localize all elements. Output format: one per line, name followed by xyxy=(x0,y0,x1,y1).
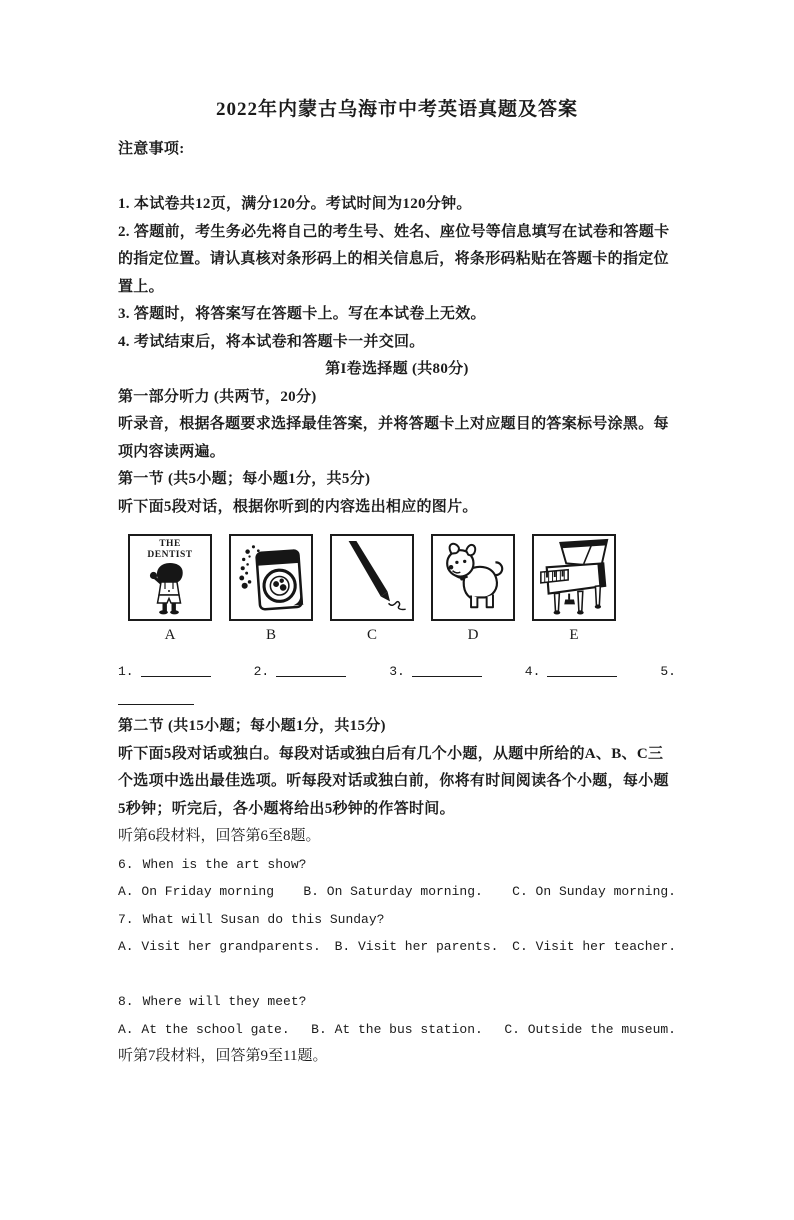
question-8-text: Where will they meet? xyxy=(142,994,307,1009)
volume-heading: 第I卷选择题 (共80分) xyxy=(325,361,469,377)
question-6-option-a: A. On Friday morning xyxy=(118,884,275,899)
question-8-option-b: B. At the bus station. xyxy=(311,1021,483,1037)
question-7-option-a: A. Visit her grandparents. xyxy=(118,939,321,954)
notice-heading: 注意事项: xyxy=(118,141,185,157)
question-6-option-b: B. On Saturday morning. xyxy=(303,884,483,899)
picture-label-c: C xyxy=(366,627,377,643)
dentist-caption: THE DENTIST xyxy=(147,539,193,560)
question-7 xyxy=(118,906,676,934)
question-8-number: 8. xyxy=(118,994,134,1009)
material7-prompt: 听第7段材料，回答第9至11题。 xyxy=(118,1048,328,1064)
question-7-option-b: B. Visit her parents. xyxy=(334,939,499,954)
picture-option-b xyxy=(229,534,313,644)
subsection1-instructions: 听下面5段对话，根据你听到的内容选出相应的图片。 xyxy=(118,498,478,515)
picture-options-row xyxy=(128,534,676,644)
question-8 xyxy=(118,988,676,1016)
question-7-number: 7. xyxy=(118,911,134,927)
blank-line-4 xyxy=(547,661,617,677)
picture-option-a xyxy=(128,534,212,644)
pen-icon xyxy=(333,537,411,618)
part1-instructions: 听录音，根据各题要求选择最佳答案，并将答题卡上对应题目的答案标号涂黑。每项内容读两遍。 xyxy=(118,416,669,460)
blank-line-1 xyxy=(141,661,211,677)
picture-option-d xyxy=(431,534,515,644)
notice-item-2: 2. 答题前，考生务必先将自己的考生号、姓名、座位号等信息填写在试卷和答题卡的指定位置。请认真核对条形码上的相关信息后，将条形码粘贴在答题卡的指定位置上。 xyxy=(118,223,670,295)
notice-item-1: 1. 本试卷共12页，满分120分。考试时间为120分钟。 xyxy=(118,196,472,212)
picture-label-e: E xyxy=(569,627,579,643)
question-8-options xyxy=(118,1016,676,1044)
dentist-figure-icon xyxy=(148,562,192,616)
question-8-option-a: A. At the school gate. xyxy=(118,1021,290,1037)
blank-line xyxy=(118,164,676,192)
dentist-image xyxy=(128,534,212,621)
answer-blank-5-number: 5. xyxy=(660,664,676,679)
answer-blanks-row xyxy=(118,658,676,686)
answer-blank-1: 1. xyxy=(118,658,211,686)
picture-option-c xyxy=(330,534,414,644)
picture-label-d: D xyxy=(467,627,479,643)
answer-blank-2: 2. xyxy=(254,658,347,686)
blank-line-2 xyxy=(276,661,346,677)
piano-image xyxy=(532,534,616,621)
dog-image xyxy=(431,534,515,621)
subsection2-instructions: 听下面5段对话或独白。每段对话或独白后有几个小题，从题中所给的A、B、C三个选项中选出最佳选项。听每段对话或独白前，你将有时间阅读各个小题，每小题5秒钟；听完后，各小题将给出5秒钟的作答时间。 xyxy=(118,745,669,817)
question-7-text: What will Susan do this Sunday? xyxy=(142,911,385,927)
pen-image xyxy=(330,534,414,621)
answer-blank-3: 3. xyxy=(389,658,482,686)
piano-icon xyxy=(535,537,613,618)
question-8-option-c: C. Outside the museum. xyxy=(504,1021,676,1037)
question-6-options xyxy=(118,878,676,906)
answer-blank-4: 4. xyxy=(525,658,618,686)
notice-item-3: 3. 答题时，将答案写在答题卡上。写在本试卷上无效。 xyxy=(118,306,486,322)
washing-machine-icon xyxy=(232,537,310,618)
picture-label-b: B xyxy=(265,627,276,643)
question-6-text: When is the art show? xyxy=(142,856,307,872)
blank-line xyxy=(118,961,676,989)
washing-machine-image xyxy=(229,534,313,621)
subsection1-heading: 第一节 (共5小题；每小题1分，共5分) xyxy=(118,471,371,487)
picture-label-a: A xyxy=(164,627,176,643)
answer-blank-5-row xyxy=(118,686,676,714)
question-6 xyxy=(118,851,676,879)
question-7-options xyxy=(118,933,676,961)
picture-option-e xyxy=(532,534,616,644)
part1-heading: 第一部分听力 (共两节，20分) xyxy=(118,388,317,405)
page-title: 2022年内蒙古乌海市中考英语真题及答案 xyxy=(215,99,578,120)
question-6-number: 6. xyxy=(118,856,134,872)
blank-line-3 xyxy=(412,661,482,677)
question-7-option-c: C. Visit her teacher. xyxy=(512,939,676,954)
question-6-option-c: C. On Sunday morning. xyxy=(512,884,676,899)
subsection2-heading: 第二节 (共15小题；每小题1分，共15分) xyxy=(118,718,386,734)
blank-line-5 xyxy=(118,689,194,705)
dog-icon xyxy=(434,537,512,618)
notice-item-4: 4. 考试结束后，将本试卷和答题卡一并交回。 xyxy=(118,333,425,350)
material6-prompt: 听第6段材料，回答第6至8题。 xyxy=(118,828,321,844)
exam-paper-page xyxy=(0,97,794,1220)
